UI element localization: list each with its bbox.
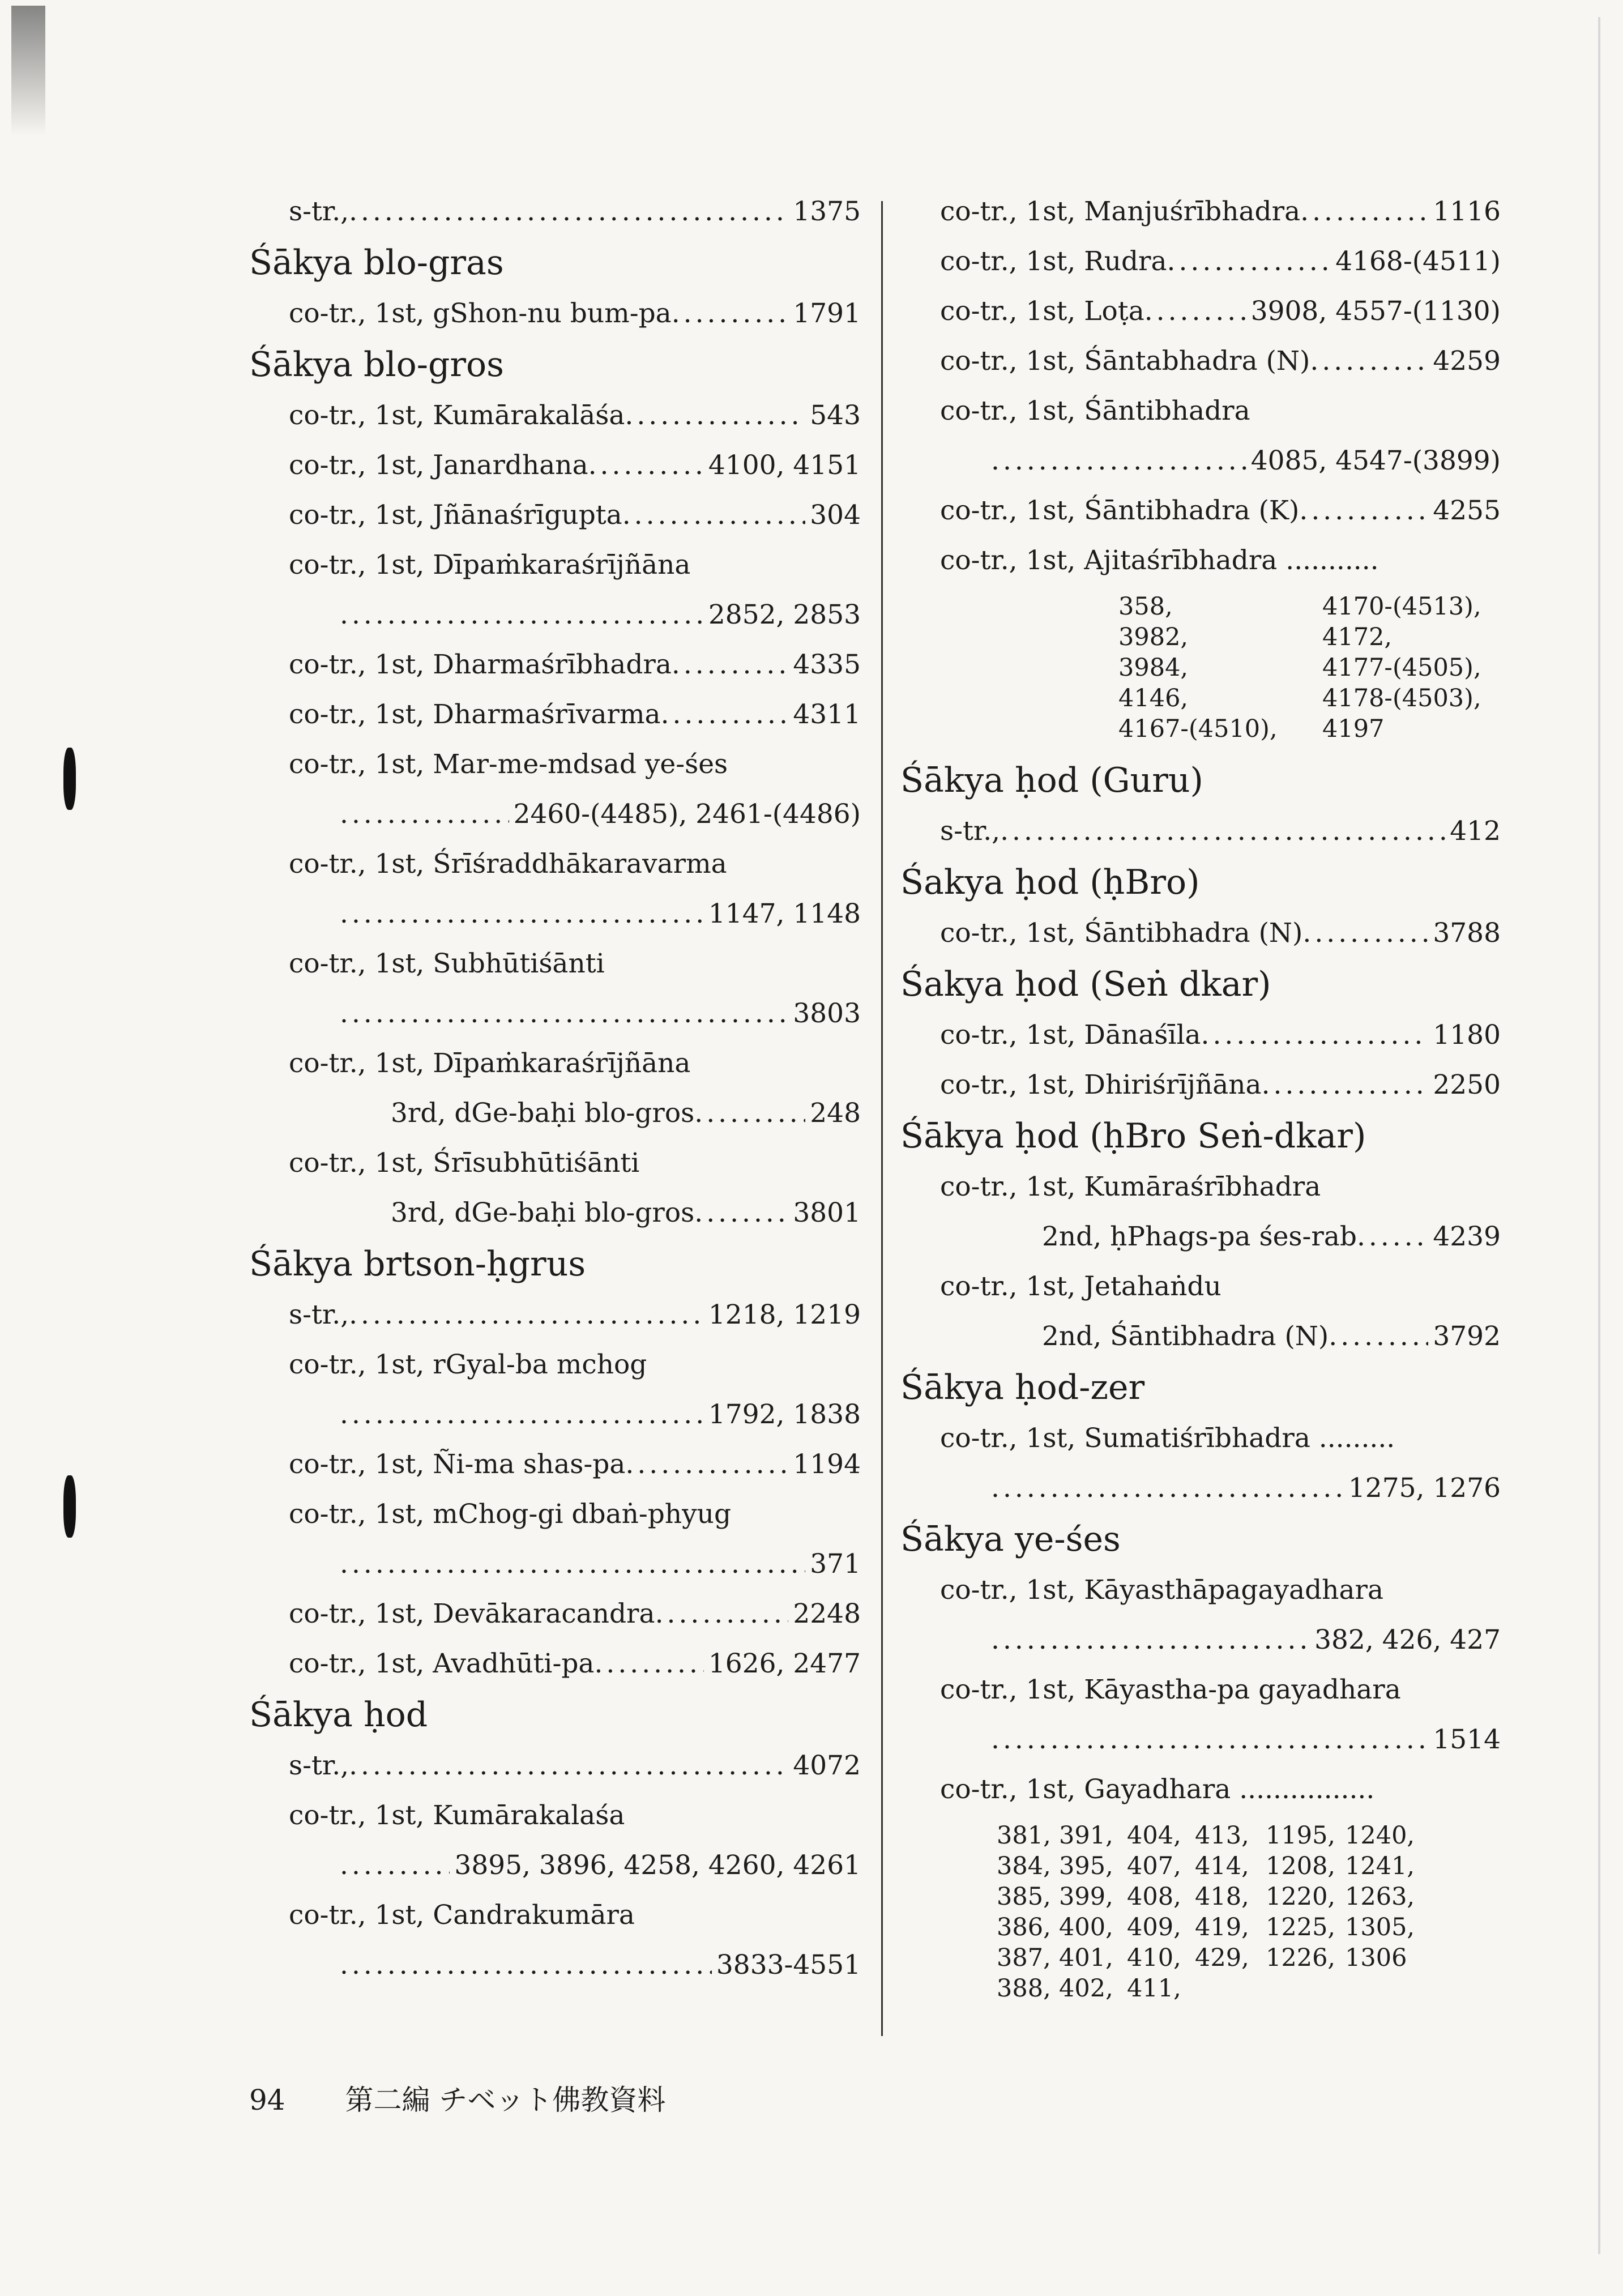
- entry-heading: Śākya blo-gras: [249, 243, 504, 283]
- sub-entry: [249, 289, 861, 339]
- reference-numbers: 1792, 1838: [708, 1399, 861, 1430]
- dot-leader: [625, 1440, 788, 1490]
- dot-leader: [991, 1715, 1428, 1765]
- sub-entry: [249, 1089, 861, 1138]
- reference-numbers: 4259: [1433, 345, 1501, 377]
- reference-number: 1195,: [1266, 1821, 1336, 1850]
- sub-entry: [900, 336, 1501, 386]
- sub-entry-label: co-tr., 1st, Manjuśrībhadra: [940, 196, 1301, 227]
- sub-entry: [900, 287, 1501, 336]
- sub-entry: [900, 237, 1501, 287]
- sub-entry: [249, 441, 861, 490]
- reference-number: 1225,: [1266, 1913, 1336, 1941]
- entry-heading: Śākya blo-gros: [249, 345, 504, 385]
- sub-entry: co-tr., 1st, Mar-me-mdsad ye-śes: [289, 749, 728, 780]
- sub-entry-label: co-tr., 1st, Rudra: [940, 246, 1167, 277]
- reference-number: 402,: [1059, 1974, 1113, 2003]
- sub-entry: co-tr., 1st, Śrīsubhūtiśānti: [289, 1147, 640, 1179]
- sub-entry: [249, 1639, 861, 1689]
- reference-number: 387,: [997, 1944, 1051, 1972]
- sub-entry: [249, 1188, 861, 1238]
- sub-entry-label: co-tr., 1st, gShon-nu bum-pa: [289, 298, 672, 329]
- sub-entry-label: 3rd, dGe-baḥi blo-gros: [391, 1197, 695, 1228]
- reference-number: 386,: [997, 1913, 1051, 1941]
- sub-entry-label: co-tr., 1st, Dharmaśrīvarma: [289, 699, 661, 730]
- reference-number: 414,: [1195, 1852, 1249, 1880]
- dot-leader: [1299, 486, 1428, 536]
- dot-leader: [672, 640, 788, 690]
- sub-entry-label: co-tr., 1st, Śāntibhadra (N): [940, 917, 1303, 949]
- sub-entry: [249, 1589, 861, 1639]
- reference-number: 400,: [1059, 1913, 1113, 1941]
- sub-entry: co-tr., 1st, Śāntibhadra: [940, 395, 1250, 426]
- sub-entry-label: co-tr., 1st, Dhiriśrījñāna: [940, 1069, 1262, 1100]
- entry-heading: Śākya ḥod-zer: [900, 1368, 1145, 1407]
- reference-numbers: 1275, 1276: [1348, 1473, 1501, 1504]
- sub-entry: co-tr., 1st, Śrīśraddhākaravarma: [289, 848, 727, 880]
- sub-entry: [249, 690, 861, 740]
- reference-number: 3982,: [1118, 623, 1189, 651]
- leader-line: [249, 789, 861, 839]
- reference-numbers: 3801: [793, 1197, 861, 1228]
- dot-leader: [1357, 1212, 1428, 1262]
- reference-number: 384,: [997, 1852, 1051, 1880]
- reference-number: 410,: [1127, 1944, 1181, 1972]
- reference-number: 1263,: [1345, 1883, 1415, 1911]
- dot-leader: [991, 436, 1246, 486]
- reference-number: 413,: [1195, 1821, 1249, 1850]
- dot-leader: [1302, 908, 1428, 958]
- reference-numbers: 543: [810, 400, 861, 431]
- reference-numbers: 1116: [1433, 196, 1501, 227]
- dot-leader: [349, 1741, 788, 1791]
- index-column-left: [249, 187, 861, 1990]
- reference-number: 3984,: [1118, 654, 1189, 682]
- scan-corner-shadow: [11, 6, 45, 136]
- reference-number: 1305,: [1345, 1913, 1415, 1941]
- dot-leader: [340, 1940, 712, 1990]
- reference-number: 391,: [1059, 1821, 1113, 1850]
- dot-leader: [1262, 1060, 1429, 1110]
- dot-leader: [661, 690, 789, 740]
- sub-entry: [249, 1741, 861, 1791]
- sub-entry-label: 2nd, ḥPhags-pa śes-rab: [1042, 1221, 1357, 1252]
- binding-hole-mark: [63, 748, 76, 810]
- sub-entry: [249, 187, 861, 237]
- leader-line: [249, 889, 861, 939]
- book-section-title: 第二編 チベット佛教資料: [345, 2084, 666, 2116]
- dot-leader: [1201, 1010, 1429, 1060]
- sub-entry-label: co-tr., 1st, Avadhūti-pa: [289, 1648, 595, 1679]
- reference-numbers: 4311: [793, 699, 861, 730]
- sub-entry: [249, 391, 861, 441]
- reference-number: 4167-(4510),: [1118, 715, 1278, 743]
- reference-numbers: 3788: [1433, 917, 1501, 949]
- sub-entry: [900, 1010, 1501, 1060]
- reference-numbers: 4239: [1433, 1221, 1501, 1252]
- sub-entry: co-tr., 1st, Dīpaṁkaraśrījñāna: [289, 549, 691, 581]
- sub-entry: co-tr., 1st, Gayadhara ................: [940, 1774, 1375, 1805]
- sub-entry: [900, 486, 1501, 536]
- binding-hole-mark: [63, 1475, 76, 1538]
- sub-entry-label: 3rd, dGe-baḥi blo-gros: [391, 1098, 695, 1129]
- sub-entry: co-tr., 1st, Kāyasthāpagayadhara: [940, 1574, 1383, 1606]
- sub-entry-label: co-tr., 1st, Śāntibhadra (K): [940, 495, 1300, 526]
- scan-edge: [1598, 17, 1600, 2254]
- page-footer: [249, 2077, 665, 2118]
- reference-number: 399,: [1059, 1883, 1113, 1911]
- reference-numbers: 2250: [1433, 1069, 1501, 1100]
- leader-line: [900, 436, 1501, 486]
- reference-numbers: 304: [810, 500, 861, 531]
- entry-heading: Śākya ḥod: [249, 1695, 428, 1735]
- entry-heading: Śākya ḥod (Guru): [900, 761, 1203, 800]
- reference-numbers: 2248: [793, 1598, 861, 1629]
- reference-number: [1266, 1973, 1334, 2004]
- reference-number: 4178-(4503),: [1322, 684, 1481, 712]
- sub-entry: co-tr., 1st, Jetahaṅdu: [940, 1271, 1221, 1302]
- sub-entry-label: co-tr., 1st, Loṭa: [940, 296, 1144, 327]
- entry-heading: Śākya ḥod (ḥBro Seṅ-dkar): [900, 1116, 1366, 1156]
- reference-numbers: 1514: [1433, 1724, 1501, 1755]
- reference-number: 4197: [1322, 715, 1385, 743]
- reference-numbers: 248: [810, 1098, 861, 1129]
- reference-numbers: 1180: [1433, 1019, 1501, 1051]
- reference-number: 409,: [1127, 1913, 1181, 1941]
- sub-entry: [900, 908, 1501, 958]
- sub-entry: [249, 1440, 861, 1490]
- dot-leader: [340, 1841, 450, 1890]
- entry-heading: Śākya ye-śes: [900, 1520, 1121, 1559]
- dot-leader: [349, 187, 788, 237]
- dot-leader: [340, 1390, 704, 1440]
- reference-numbers: 3908, 4557-(1130): [1250, 296, 1501, 327]
- reference-number: 388,: [997, 1974, 1051, 2003]
- sub-entry-label: co-tr., 1st, Ñi-ma shas-pa: [289, 1449, 626, 1480]
- entry-heading: Śākya brtson-ḥgrus: [249, 1244, 586, 1284]
- reference-number: 1226,: [1266, 1944, 1336, 1972]
- sub-entry: co-tr., 1st, Kumāraśrībhadra: [940, 1171, 1321, 1202]
- dot-leader: [655, 1589, 789, 1639]
- sub-entry-label: co-tr., 1st, Kumārakalāśa: [289, 400, 625, 431]
- reference-numbers: 3833-4551: [716, 1949, 861, 1981]
- sub-entry-label: co-tr., 1st, Dānaśīla: [940, 1019, 1201, 1051]
- dot-leader: [1167, 237, 1331, 287]
- dot-leader: [340, 889, 704, 939]
- reference-numbers: 1791: [793, 298, 861, 329]
- reference-number: 1208,: [1266, 1852, 1336, 1880]
- reference-number: 411,: [1127, 1974, 1181, 2003]
- sub-entry: co-tr., 1st, Ajitaśrībhadra ...........: [940, 545, 1379, 576]
- reference-number: 1241,: [1345, 1852, 1415, 1880]
- sub-entry: co-tr., 1st, Candrakumāra: [289, 1900, 635, 1931]
- sub-entry-label: 2nd, Śāntibhadra (N): [1042, 1321, 1329, 1352]
- sub-entry: co-tr., 1st, Kumārakalaśa: [289, 1800, 625, 1831]
- dot-leader: [349, 1290, 704, 1340]
- reference-number: 4170-(4513),: [1322, 592, 1481, 621]
- entry-heading: Śakya ḥod (ḥBro): [900, 863, 1200, 902]
- sub-entry-label: s-tr.,: [940, 816, 1001, 847]
- reference-number: [1195, 1973, 1254, 2004]
- reference-numbers: 4335: [793, 649, 861, 680]
- sub-entry: [249, 640, 861, 690]
- page-number: 94: [249, 2084, 285, 2116]
- reference-number: 401,: [1059, 1944, 1113, 1972]
- dot-leader: [1144, 287, 1246, 336]
- index-column-right: [900, 187, 1501, 2014]
- sub-entry-label: s-tr.,: [289, 1299, 349, 1330]
- reference-number: 395,: [1059, 1852, 1113, 1880]
- dot-leader: [622, 490, 806, 540]
- reference-number: 4172,: [1322, 623, 1393, 651]
- entry-heading: Śakya ḥod (Seṅ dkar): [900, 965, 1271, 1004]
- sub-entry: co-tr., 1st, Sumatiśrībhadra .........: [940, 1423, 1395, 1454]
- dot-leader: [340, 789, 509, 839]
- sub-entry: co-tr., 1st, rGyal-ba mchog: [289, 1349, 647, 1380]
- reference-number: 381,: [997, 1821, 1051, 1850]
- dot-leader: [1300, 187, 1428, 237]
- reference-number: 429,: [1195, 1944, 1249, 1972]
- dot-leader: [340, 1539, 805, 1589]
- sub-entry: co-tr., 1st, Kāyastha-pa gayadhara: [940, 1674, 1401, 1705]
- dot-leader: [588, 441, 704, 490]
- reference-numbers: 4255: [1433, 495, 1501, 526]
- reference-numbers: 371: [810, 1548, 861, 1580]
- reference-numbers: 1218, 1219: [708, 1299, 861, 1330]
- reference-number: 1240,: [1345, 1821, 1415, 1850]
- reference-numbers: 4072: [793, 1750, 861, 1781]
- reference-numbers: 382, 426, 427: [1314, 1624, 1501, 1655]
- reference-numbers: 1147, 1148: [708, 898, 861, 929]
- dot-leader: [340, 989, 788, 1039]
- reference-number: 1220,: [1266, 1883, 1336, 1911]
- sub-entry-label: co-tr., 1st, Janardhana: [289, 450, 588, 481]
- reference-number-grid: [900, 1815, 1501, 2014]
- reference-number: 407,: [1127, 1852, 1181, 1880]
- leader-line: [249, 590, 861, 640]
- leader-line: [249, 1390, 861, 1440]
- dot-leader: [1329, 1312, 1428, 1362]
- reference-number-grid: [900, 586, 1501, 754]
- reference-number: 4177-(4505),: [1322, 654, 1481, 682]
- dot-leader: [1310, 336, 1428, 386]
- sub-entry: [900, 1312, 1501, 1362]
- reference-number: 404,: [1127, 1821, 1181, 1850]
- reference-number: 418,: [1195, 1883, 1249, 1911]
- reference-number: 408,: [1127, 1883, 1181, 1911]
- dot-leader: [594, 1639, 703, 1689]
- reference-number: 358,: [1118, 592, 1173, 621]
- reference-numbers: 1194: [793, 1449, 861, 1480]
- reference-number: 4146,: [1118, 684, 1189, 712]
- sub-entry: co-tr., 1st, mChog-gi dbaṅ-phyug: [289, 1499, 732, 1530]
- reference-numbers: 3792: [1433, 1321, 1501, 1352]
- leader-line: [249, 1940, 861, 1990]
- sub-entry-label: co-tr., 1st, Dharmaśrībhadra: [289, 649, 672, 680]
- reference-numbers: 412: [1450, 816, 1501, 847]
- dot-leader: [694, 1188, 788, 1238]
- leader-line: [900, 1463, 1501, 1513]
- dot-leader: [991, 1615, 1310, 1665]
- reference-numbers: 4168-(4511): [1335, 246, 1501, 277]
- sub-entry: [900, 806, 1501, 856]
- sub-entry: [900, 1212, 1501, 1262]
- sub-entry: co-tr., 1st, Dīpaṁkaraśrījñāna: [289, 1048, 691, 1079]
- reference-numbers: 3895, 3896, 4258, 4260, 4261: [454, 1850, 861, 1881]
- sub-entry-label: co-tr., 1st, Devākaracandra: [289, 1598, 655, 1629]
- sub-entry: [900, 187, 1501, 237]
- dot-leader: [991, 1463, 1344, 1513]
- reference-numbers: 2460-(4485), 2461-(4486): [513, 799, 861, 830]
- reference-numbers: 4085, 4547-(3899): [1250, 445, 1501, 476]
- sub-entry: [900, 1060, 1501, 1110]
- reference-number: 1306: [1345, 1944, 1407, 1972]
- dot-leader: [340, 590, 704, 640]
- leader-line: [249, 989, 861, 1039]
- sub-entry-label: co-tr., 1st, Jñānaśrīgupta: [289, 500, 622, 531]
- reference-numbers: 1375: [793, 196, 861, 227]
- leader-line: [249, 1841, 861, 1890]
- reference-numbers: 2852, 2853: [708, 599, 861, 630]
- reference-number: [1345, 1973, 1407, 2004]
- reference-number: 419,: [1195, 1913, 1249, 1941]
- leader-line: [249, 1539, 861, 1589]
- leader-line: [900, 1615, 1501, 1665]
- dot-leader: [625, 391, 805, 441]
- reference-numbers: 4100, 4151: [708, 450, 861, 481]
- sub-entry-label: s-tr.,: [289, 196, 349, 227]
- reference-numbers: 3803: [793, 998, 861, 1029]
- sub-entry: co-tr., 1st, Subhūtiśānti: [289, 948, 605, 979]
- reference-numbers: 1626, 2477: [708, 1648, 861, 1679]
- reference-number: 385,: [997, 1883, 1051, 1911]
- dot-leader: [1000, 806, 1445, 856]
- sub-entry: [249, 1290, 861, 1340]
- column-divider: [881, 201, 883, 2036]
- sub-entry-label: co-tr., 1st, Śāntabhadra (N): [940, 345, 1310, 377]
- leader-line: [900, 1715, 1501, 1765]
- sub-entry-label: s-tr.,: [289, 1750, 349, 1781]
- dot-leader: [672, 289, 789, 339]
- dot-leader: [694, 1089, 805, 1138]
- sub-entry: [249, 490, 861, 540]
